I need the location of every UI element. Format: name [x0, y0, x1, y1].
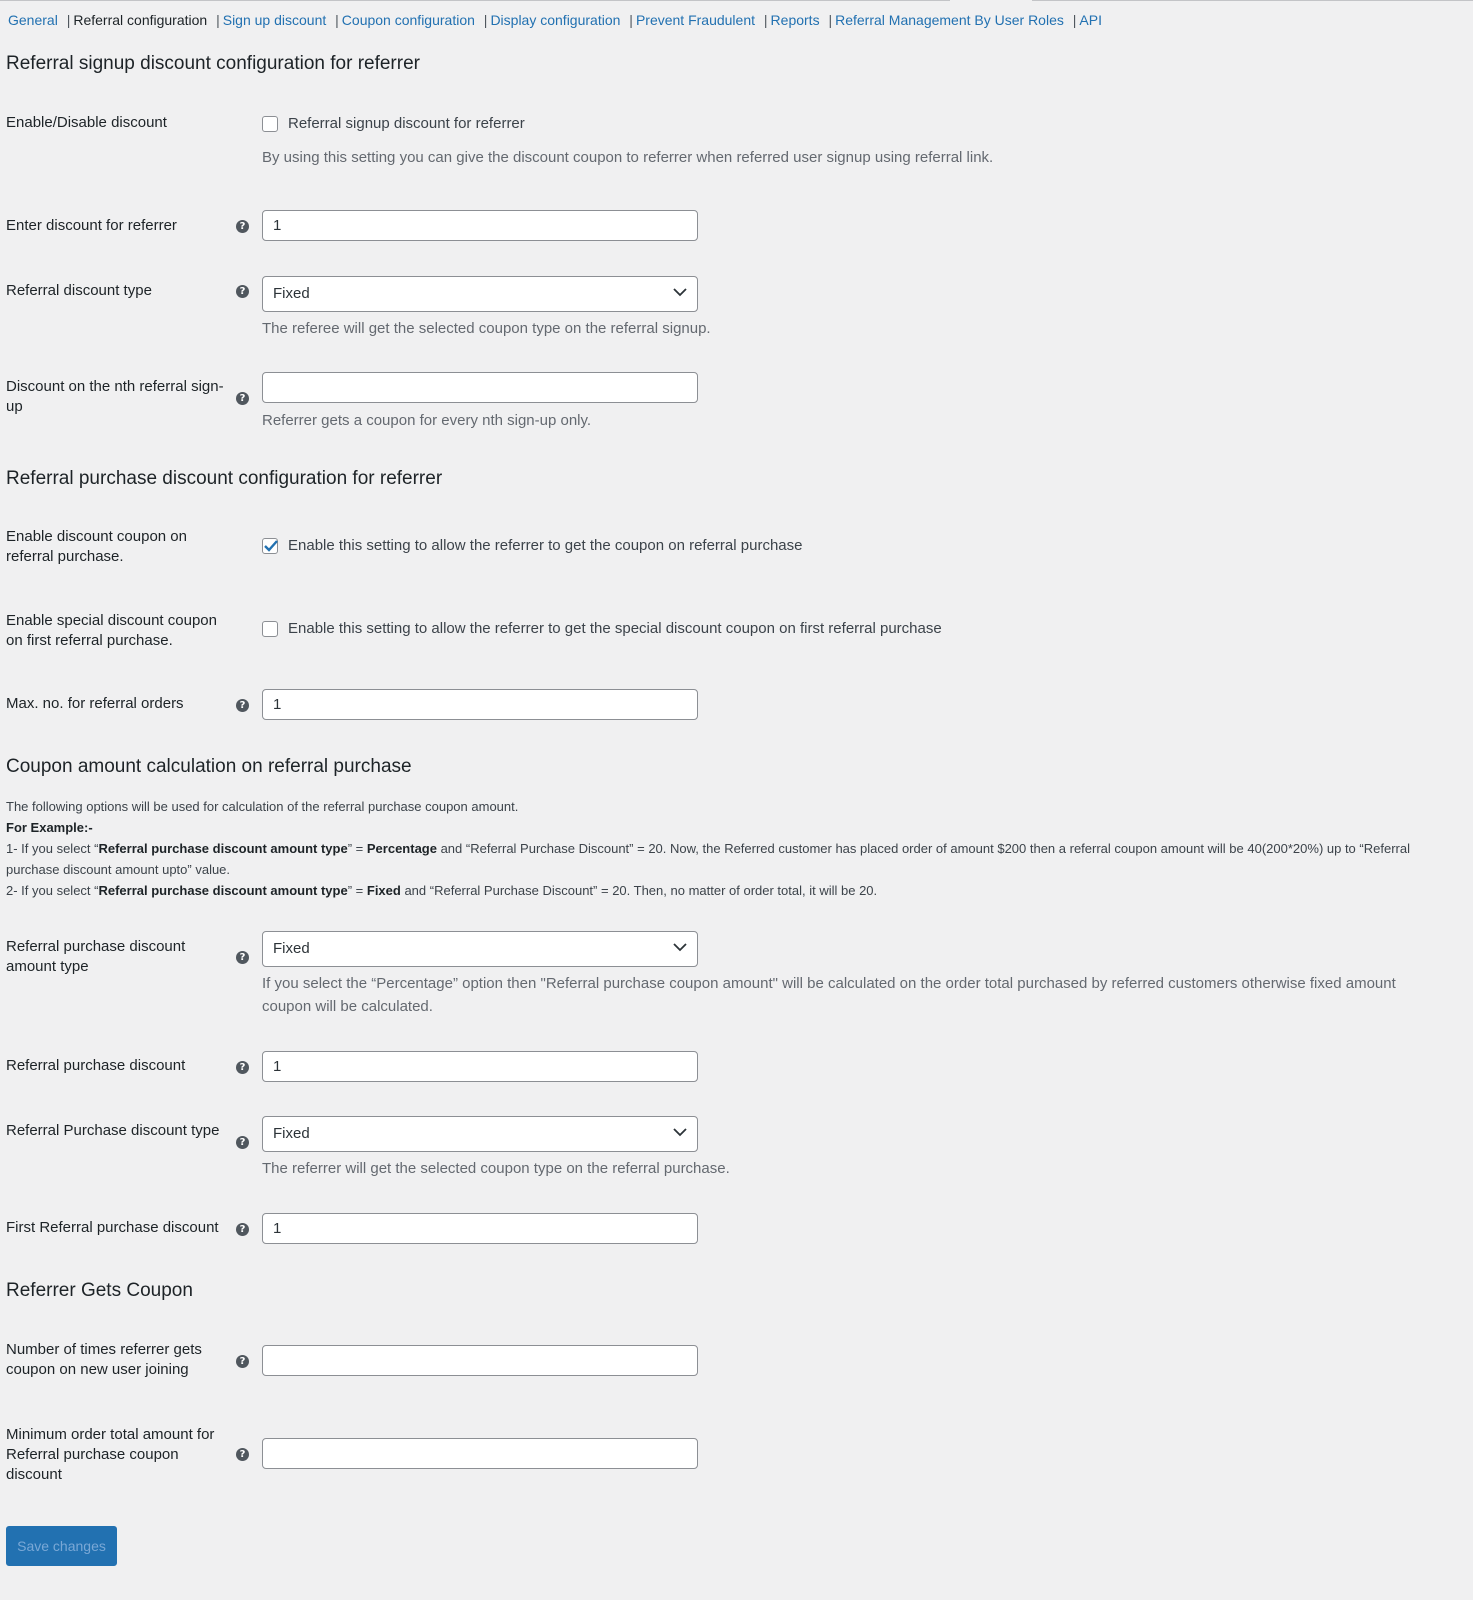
section-title-purchase: Referral purchase discount configuration for referrer: [6, 468, 443, 489]
first-purchase-discount-input[interactable]: [262, 1213, 698, 1244]
purchase-discount-type-select[interactable]: [262, 1116, 698, 1152]
subnav-separator: |: [66, 12, 71, 28]
section-title-signup: Referral signup discount configuration for referrer: [6, 53, 420, 74]
subnav-separator: |: [216, 12, 220, 28]
purchase-discount-label: Referral purchase discount: [6, 1057, 186, 1074]
minimum-order-total-input[interactable]: [262, 1438, 698, 1469]
nth-referral-description: Referrer gets a coupon for every nth sign-up only.: [262, 412, 592, 429]
special-coupon-checkbox-label: Enable this setting to allow the referrer to get the special discount coupon on first referral purchase: [288, 620, 942, 637]
max-referral-orders-input[interactable]: [262, 689, 698, 720]
tab-api[interactable]: API: [1079, 12, 1102, 28]
subnav-separator: |: [1072, 12, 1077, 28]
chevron-down-icon: [673, 943, 687, 952]
tab-display-configuration[interactable]: Display configuration: [490, 12, 621, 28]
save-changes-button[interactable]: Save changes: [6, 1526, 117, 1566]
nth-referral-label: Discount on the nth referral sign-up: [6, 378, 224, 415]
purchase-discount-input[interactable]: [262, 1051, 698, 1082]
referral-discount-type-label: Referral discount type: [6, 282, 152, 299]
example-line-2: 2- If you select “Referral purchase discount amount type” = Fixed and “Referral Purchase Discount” = 20. Then, no matter of order total, it will be 20.: [6, 883, 878, 898]
purchase-discount-type-value: Fixed: [273, 1125, 310, 1142]
signup-discount-checkbox[interactable]: [262, 116, 278, 132]
enable-purchase-coupon-label: Enable discount coupon on referral purchase.: [6, 528, 187, 565]
enable-disable-label: Enable/Disable discount: [6, 114, 167, 131]
subnav-separator: |: [763, 12, 768, 28]
times-referrer-gets-label: Number of times referrer gets coupon on new user joining: [6, 1341, 202, 1378]
tab-coupon-configuration[interactable]: Coupon configuration: [341, 12, 475, 28]
times-referrer-gets-input[interactable]: [262, 1345, 698, 1376]
purchase-amount-type-select[interactable]: [262, 931, 698, 967]
help-icon[interactable]: ?: [236, 1448, 249, 1461]
signup-discount-checkbox-label: Referral signup discount for referrer: [288, 115, 525, 132]
first-purchase-discount-label: First Referral purchase discount: [6, 1219, 219, 1236]
chevron-down-icon: [673, 288, 687, 297]
top-divider-right: [1032, 0, 1473, 1]
help-icon[interactable]: ?: [236, 951, 249, 964]
section-title-referrer-gets: Referrer Gets Coupon: [6, 1280, 193, 1301]
subnav-separator: |: [483, 12, 488, 28]
enable-disable-description: By using this setting you can give the discount coupon to referrer when referred user signup using referral link.: [262, 149, 994, 166]
example-line-1: 1- If you select “Referral purchase discount amount type” = Percentage and “Referral Purchase Discount” = 20. Now, the Referred customer has placed order of amount $200 then a referral coupon amount will be 40(200*20%) up to “Referral purchase discount amount upto” value.: [6, 841, 1410, 877]
referral-discount-type-description: The referee will get the selected coupon type on the referral signup.: [262, 320, 711, 337]
tab-referral-configuration[interactable]: Referral configuration: [73, 12, 208, 28]
tab-general[interactable]: General: [8, 12, 58, 28]
discount-for-referrer-label: Enter discount for referrer: [6, 217, 177, 234]
purchase-discount-type-description: The referrer will get the selected coupon type on the referral purchase.: [262, 1160, 730, 1177]
subnav-separator: |: [828, 12, 833, 28]
enable-special-coupon-label: Enable special discount coupon on first referral purchase.: [6, 612, 217, 649]
help-icon[interactable]: ?: [236, 1355, 249, 1368]
referral-discount-type-select[interactable]: [262, 276, 698, 312]
purchase-coupon-checkbox-label: Enable this setting to allow the referrer to get the coupon on referral purchase: [288, 537, 803, 554]
special-coupon-checkbox[interactable]: [262, 621, 278, 637]
purchase-coupon-checkbox[interactable]: [262, 538, 278, 554]
purchase-amount-type-label: Referral purchase discount amount type: [6, 938, 186, 975]
subnav-separator: |: [629, 12, 633, 28]
help-icon[interactable]: ?: [236, 392, 249, 405]
subnav-separator: |: [335, 12, 339, 28]
help-icon[interactable]: ?: [236, 220, 249, 233]
referral-discount-type-value: Fixed: [273, 285, 310, 302]
purchase-amount-type-description: If you select the “Percentage” option then "Referral purchase coupon amount" will be calculated on the order total purchased by referred customers otherwise fixed amount coupon will be calculated.: [262, 975, 1396, 1015]
nth-referral-input[interactable]: [262, 372, 698, 403]
help-icon[interactable]: ?: [236, 1061, 249, 1074]
max-referral-orders-label: Max. no. for referral orders: [6, 695, 184, 712]
help-icon[interactable]: ?: [236, 699, 249, 712]
help-icon[interactable]: ?: [236, 1223, 249, 1236]
calc-explanation: [6, 796, 1466, 901]
tab-reports[interactable]: Reports: [770, 12, 820, 28]
example-heading: For Example:-: [6, 820, 93, 835]
discount-for-referrer-input[interactable]: [262, 210, 698, 241]
checkmark-icon: [261, 536, 281, 556]
tab-sign-up-discount[interactable]: Sign up discount: [222, 12, 327, 28]
calc-intro: The following options will be used for calculation of the referral purchase coupon amount.: [6, 799, 519, 814]
chevron-down-icon: [673, 1128, 687, 1137]
top-divider-left: [0, 0, 950, 1]
minimum-order-total-label: Minimum order total amount for Referral purchase coupon discount: [6, 1426, 215, 1483]
section-title-coupon-calc: Coupon amount calculation on referral purchase: [6, 756, 412, 777]
tab-prevent-fraudulent[interactable]: Prevent Fraudulent: [635, 12, 756, 28]
help-icon[interactable]: ?: [236, 285, 249, 298]
purchase-amount-type-value: Fixed: [273, 940, 310, 957]
purchase-discount-type-label: Referral Purchase discount type: [6, 1122, 220, 1139]
settings-subnav: [8, 12, 1102, 28]
help-icon[interactable]: ?: [236, 1136, 249, 1149]
tab-referral-management-by-user-roles[interactable]: Referral Management By User Roles: [835, 12, 1064, 28]
